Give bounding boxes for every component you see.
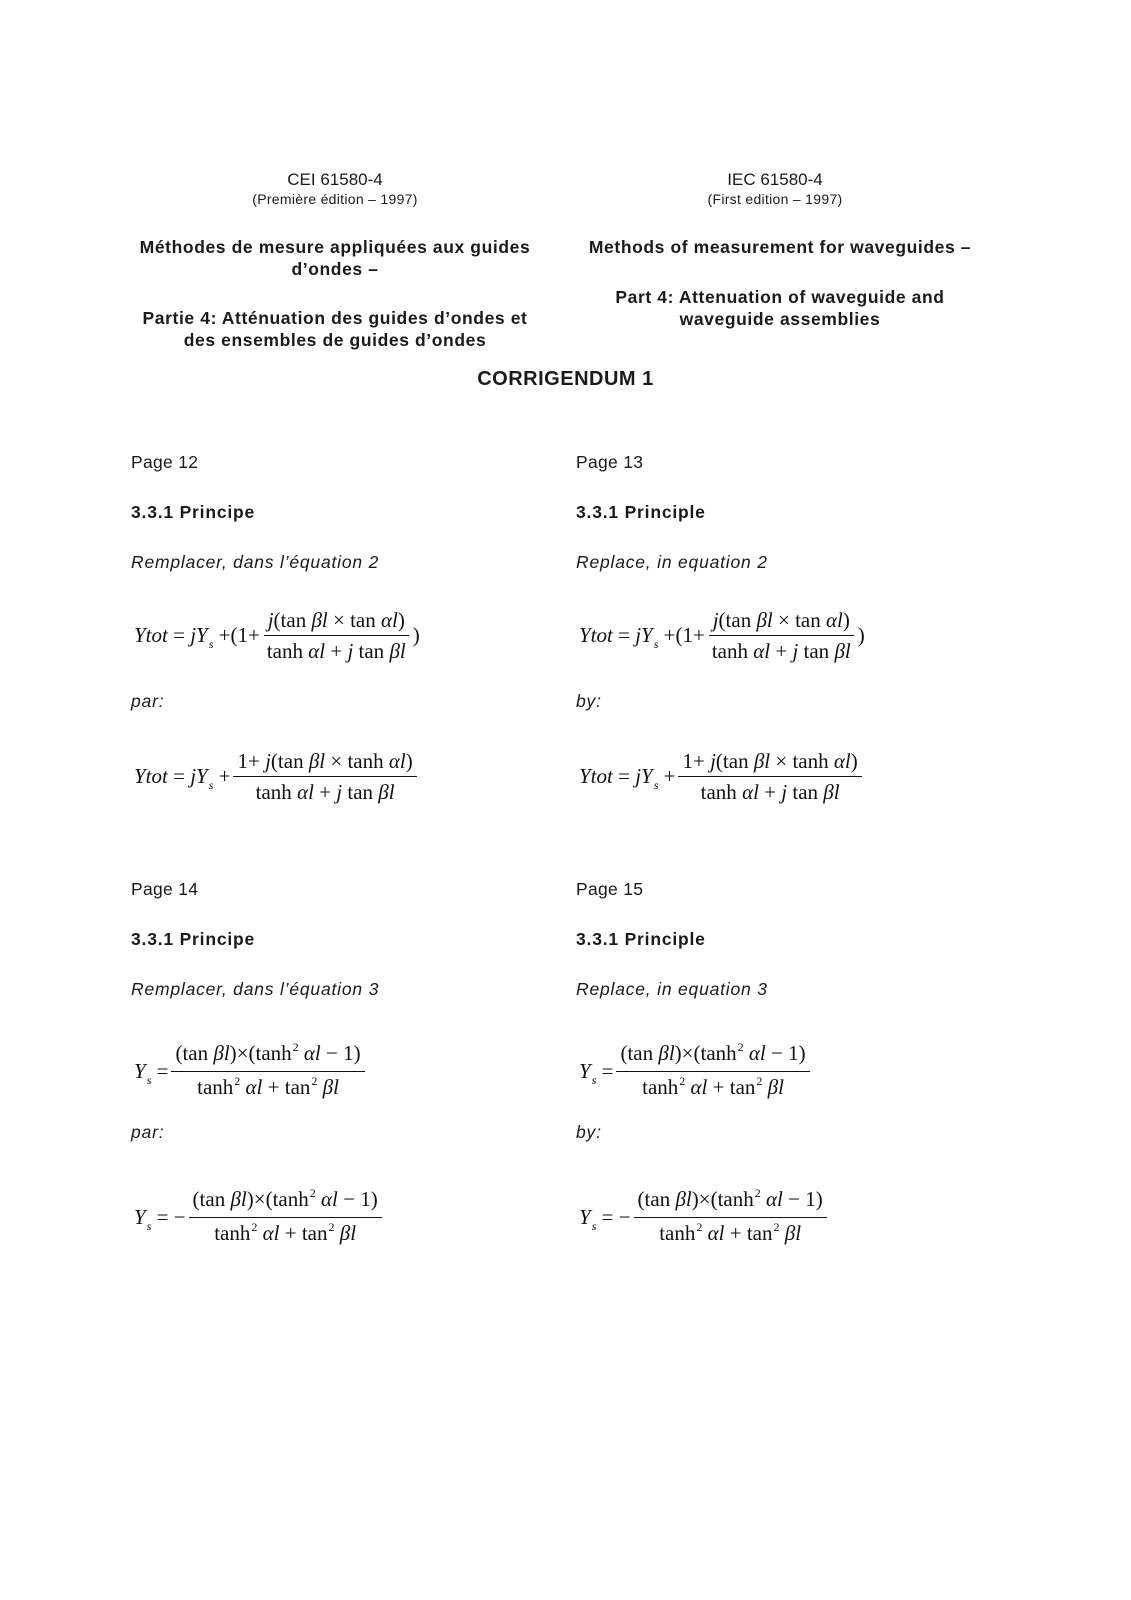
fr-by-label: par: bbox=[131, 1122, 165, 1142]
fr-main-title-line2: d’ondes – bbox=[291, 259, 379, 279]
en-page-ref: Page 15 bbox=[576, 879, 644, 899]
en-equation-2-original: Ytot = jY s +(1+ $\frac{\text{j(tan βl × tan αl)}}{\text{tanh αl + j tan βl}}$ ) bbox=[579, 608, 865, 663]
fr-page-ref: Page 14 bbox=[131, 879, 199, 899]
en-section-heading: 3.3.1 Principle bbox=[576, 929, 706, 949]
en-instruction: Replace, in equation 3 bbox=[576, 979, 768, 999]
en-part-title-line1: Part 4: Attenuation of waveguide and bbox=[615, 287, 945, 307]
en-standard-number: IEC 61580-4 bbox=[727, 170, 823, 189]
fr-main-title-line1: Méthodes de mesure appliquées aux guides bbox=[139, 237, 531, 257]
fr-part-title-line2: des ensembles de guides d’ondes bbox=[183, 330, 487, 350]
fr-part-title-line1: Partie 4: Atténuation des guides d’ondes et bbox=[142, 308, 528, 328]
en-page-ref: Page 13 bbox=[576, 452, 644, 472]
fr-instruction: Remplacer, dans l’équation 2 bbox=[131, 552, 380, 572]
en-instruction: Replace, in equation 2 bbox=[576, 552, 768, 572]
fr-by-label: par: bbox=[131, 691, 165, 711]
fr-edition: (Première édition – 1997) bbox=[252, 191, 418, 207]
en-equation-2-corrected: Ytot = jY s + $\frac{\text{1+ j(tan βl × tanh αl)}}{\text{tanh αl + j tan βl}}$ bbox=[579, 748, 865, 805]
fr-section-heading: 3.3.1 Principe bbox=[131, 929, 256, 949]
fr-part-title bbox=[110, 307, 560, 351]
fr-equation-2-corrected: Ytot = jY s + $\frac{\text{1+ j(tan βl × tanh αl)}}{\text{tanh αl + j tan βl}}$ bbox=[134, 748, 420, 805]
en-part-title-line2: waveguide assemblies bbox=[679, 309, 881, 329]
fr-instruction: Remplacer, dans l’équation 3 bbox=[131, 979, 380, 999]
fr-equation-2-original: Ytot = jY s +(1+ $\frac{\text{j(tan βl × tan αl)}}{\text{tanh αl + j tan βl}}$ ) bbox=[134, 608, 420, 663]
en-edition: (First edition – 1997) bbox=[707, 191, 843, 207]
fr-section-heading: 3.3.1 Principe bbox=[131, 502, 256, 522]
fr-main-title bbox=[110, 236, 560, 280]
fr-equation-3-corrected: Y s = − $\frac{(\tan \beta l)\times(\tanh^2 \alpha l - 1)}{\tanh^2 \alpha l + \tan^2 \beta l}$ bbox=[134, 1186, 385, 1249]
en-by-label: by: bbox=[576, 691, 602, 711]
en-section-heading: 3.3.1 Principle bbox=[576, 502, 706, 522]
fr-standard-number: CEI 61580-4 bbox=[287, 170, 383, 189]
en-part-title bbox=[560, 286, 1000, 330]
en-by-label: by: bbox=[576, 1122, 602, 1142]
en-equation-3-original: Y s = $\frac{(\tan \beta l)\times(\tanh^2 \alpha l - 1)}{\tanh^2 \alpha l + \tan^2 \beta l}$ bbox=[579, 1040, 813, 1103]
corrigendum-heading: CORRIGENDUM 1 bbox=[477, 368, 654, 390]
en-main-title: Methods of measurement for waveguides – bbox=[588, 237, 972, 257]
fr-page-ref: Page 12 bbox=[131, 452, 199, 472]
en-equation-3-corrected: Y s = − $\frac{(\tan \beta l)\times(\tanh^2 \alpha l - 1)}{\tanh^2 \alpha l + \tan^2 \beta l}$ bbox=[579, 1186, 830, 1249]
fr-equation-3-original: Y s = $\frac{(\tan \beta l)\times(\tanh^2 \alpha l - 1)}{\tanh^2 \alpha l + \tan^2 \beta l}$ bbox=[134, 1040, 368, 1103]
